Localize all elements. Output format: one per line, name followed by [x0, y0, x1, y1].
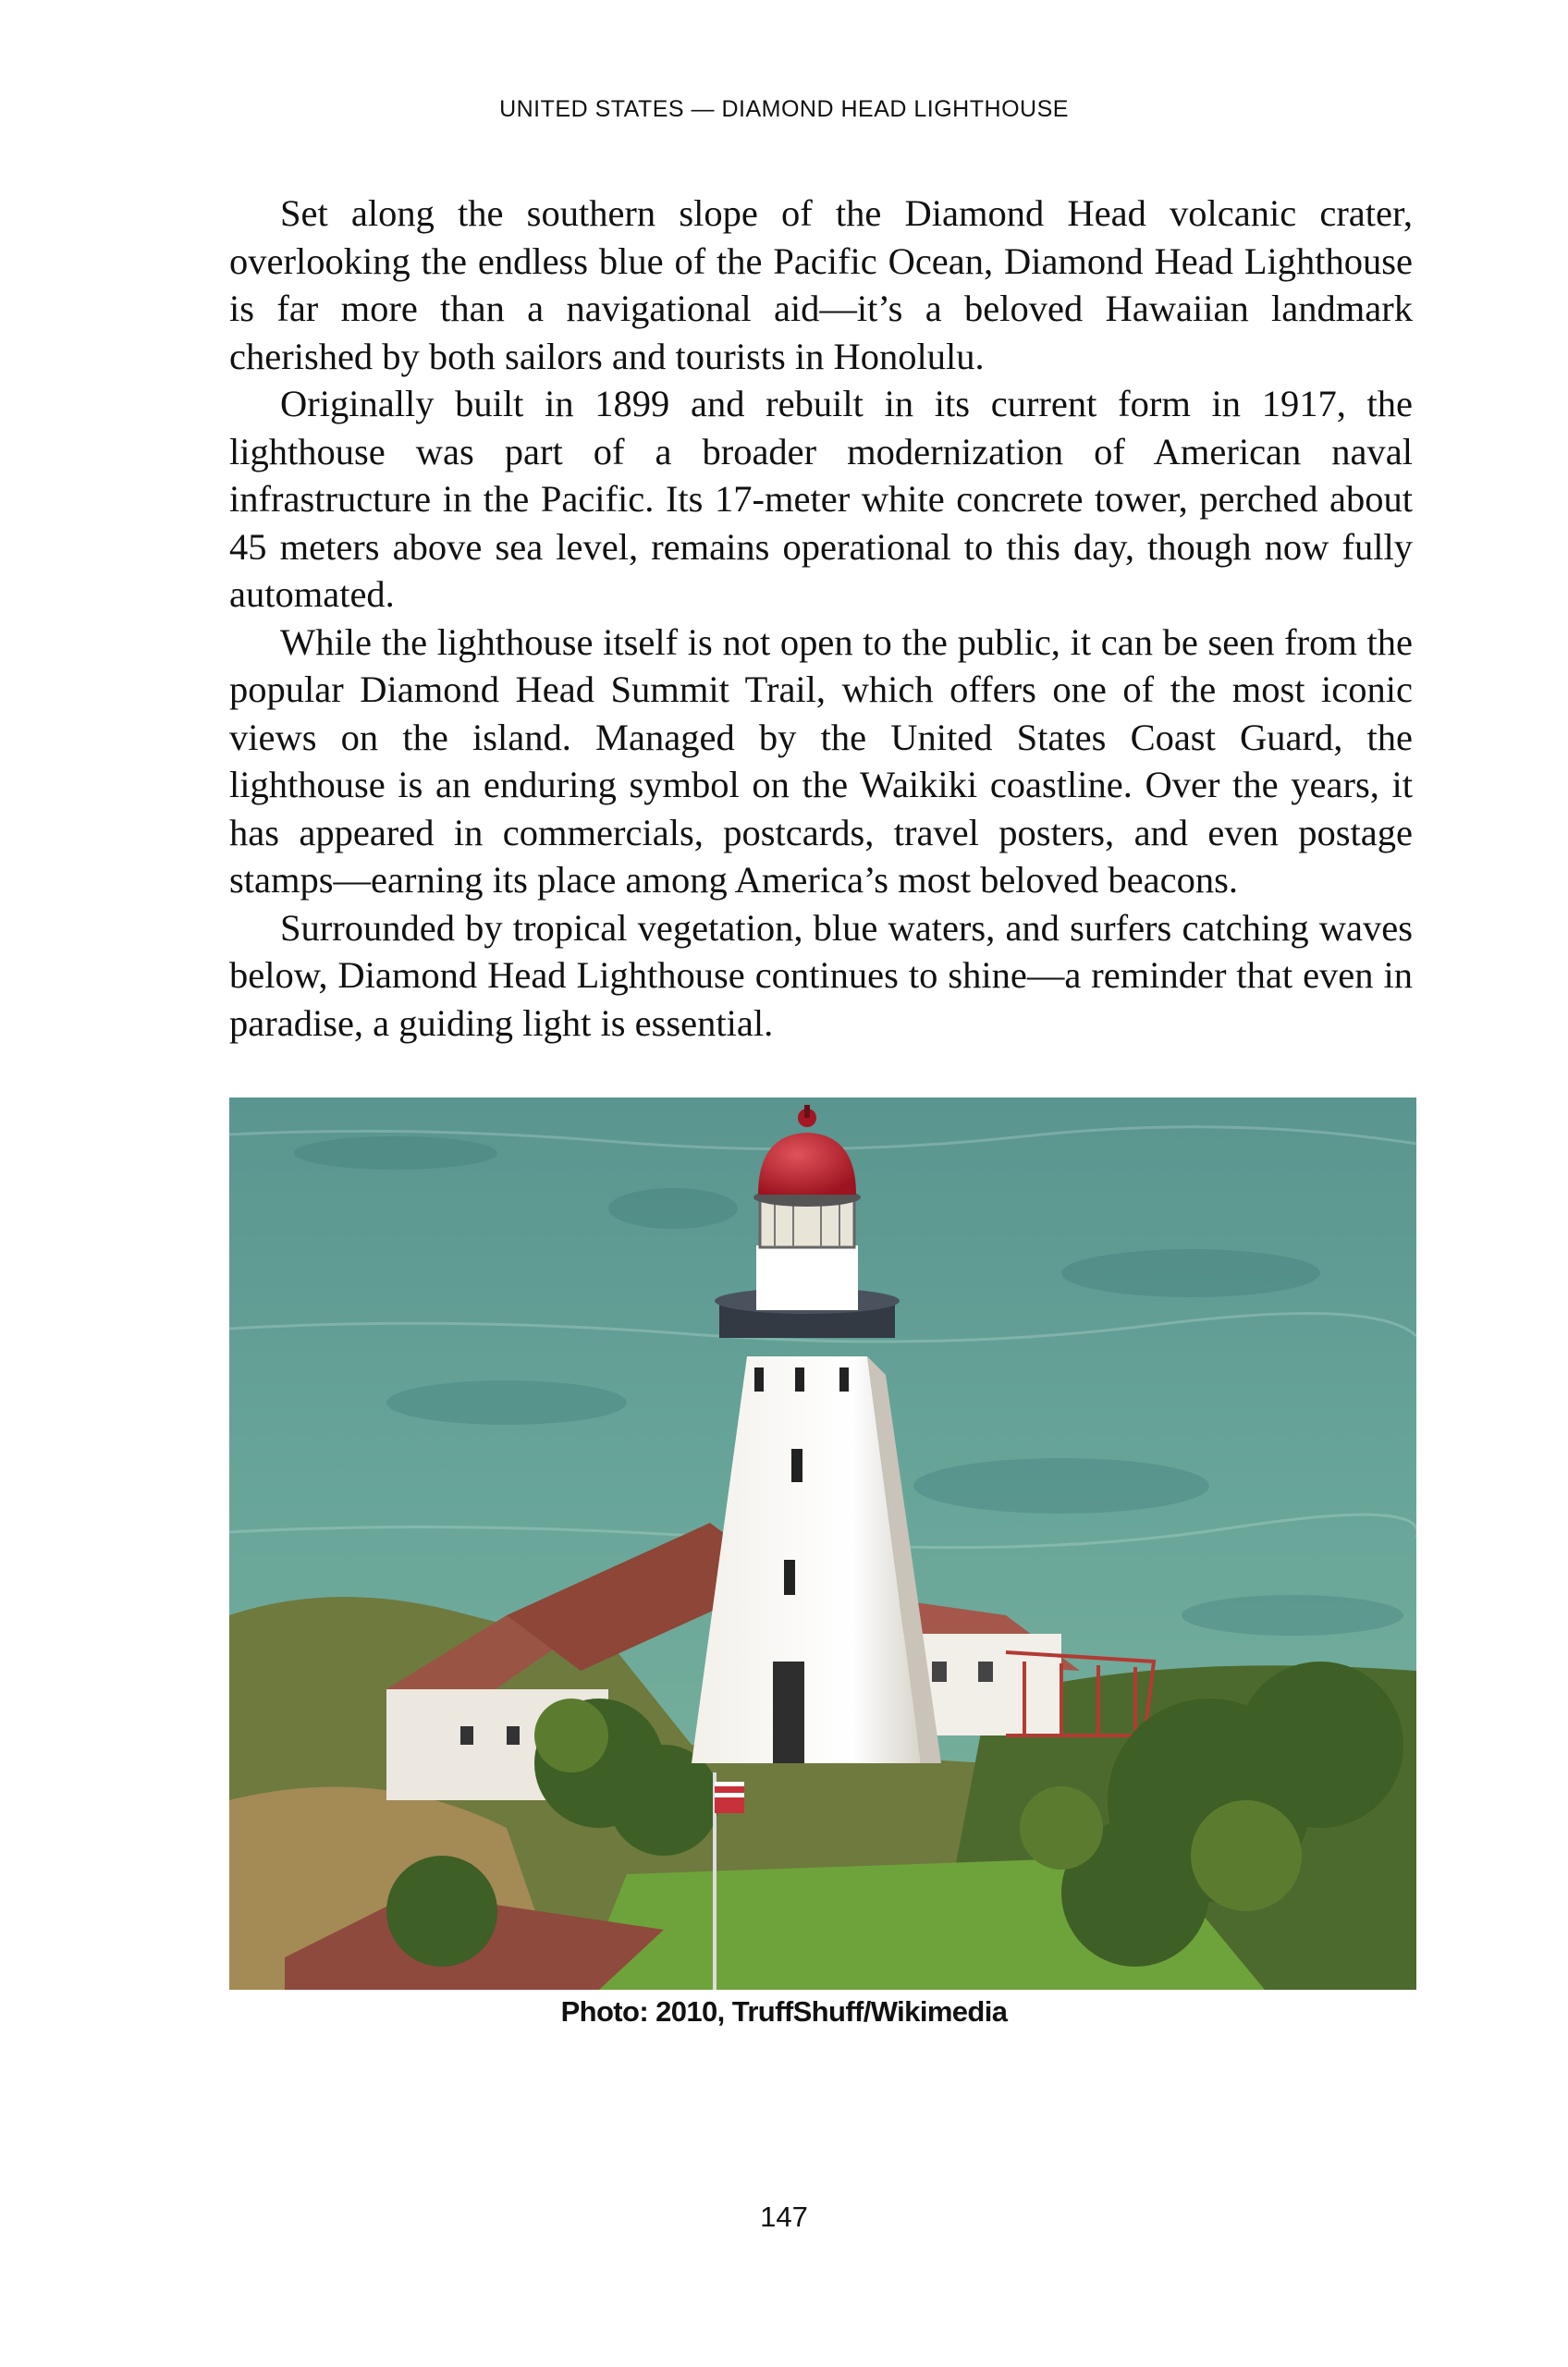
body-text — [229, 190, 1413, 1047]
paragraph: While the lighthouse itself is not open to the public, it can be seen from the popular Diamond Head Summit Trail, which offers one of the most iconic views on the island. Managed by the United States Coast Guard, the lighthouse is an enduring symbol on the Waikiki coastline. Over the years, it has appeared in commercials, postcards, travel posters, and even postage stamps—earning its place among America’s most beloved beacons. — [229, 620, 1413, 901]
photo-caption: Photo: 2010, TruffShuff/Wikimedia — [560, 1995, 1008, 2028]
lighthouse-photo — [229, 1098, 1416, 1990]
page-number: 147 — [760, 2201, 808, 2233]
lighthouse-illustration — [229, 1098, 1416, 1990]
running-head: UNITED STATES — DIAMOND HEAD LIGHTHOUSE — [499, 96, 1069, 122]
paragraph: Originally built in 1899 and rebuilt in its current form in 1917, the lighthouse was part of a broader modernization of American naval infrastructure in the Pacific. Its 17-meter white concrete tower, perched about 45 meters above sea level, remains operational to this day, though now fully automated. — [229, 383, 1413, 615]
paragraph: Set along the southern slope of the Diamond Head volcanic crater, overlooking the endless blue of the Pacific Ocean, Diamond Head Lighthouse is far more than a navigational aid—it’s a beloved Hawaiian landmark cherished by both sailors and tourists in Honolulu. — [229, 192, 1413, 377]
paragraph: Surrounded by tropical vegetation, blue waters, and surfers catching waves below, Diamond Head Lighthouse continues to shine—a reminder that even in paradise, a guiding light is essential. — [229, 906, 1413, 1044]
